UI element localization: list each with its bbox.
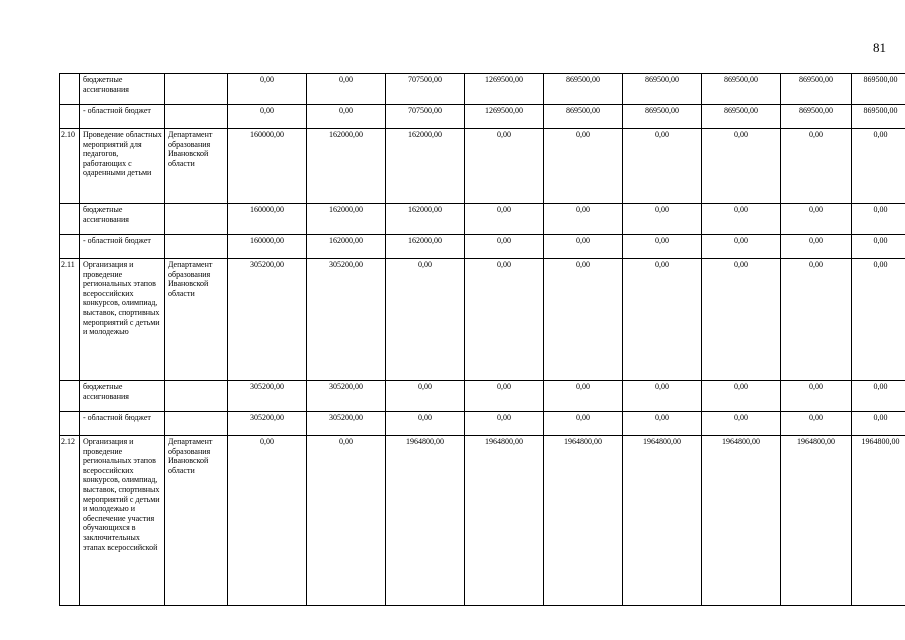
row-index [60, 412, 80, 436]
value-cell: 0,00 [623, 204, 702, 235]
row-index: 2.11 [60, 259, 80, 381]
table-row [60, 381, 905, 412]
value-cell: 0,00 [465, 259, 544, 381]
value-cell: 0,00 [465, 129, 544, 204]
value-cell: 1964800,00 [465, 436, 544, 606]
value-cell: 869500,00 [852, 105, 905, 129]
value-cell: 0,00 [544, 412, 623, 436]
row-index [60, 105, 80, 129]
row-index: 2.12 [60, 436, 80, 606]
row-index [60, 204, 80, 235]
value-cell: 1964800,00 [781, 436, 852, 606]
value-cell: 0,00 [702, 381, 781, 412]
value-cell: 0,00 [702, 412, 781, 436]
row-index [60, 74, 80, 105]
value-cell: 0,00 [781, 381, 852, 412]
value-cell: 0,00 [228, 105, 307, 129]
row-department: Департамент образования Ивановской области [165, 436, 228, 606]
row-name: бюджетные ассигнования [80, 74, 165, 105]
value-cell: 0,00 [852, 381, 905, 412]
value-cell: 0,00 [702, 235, 781, 259]
table-row [60, 74, 905, 105]
value-cell: 160000,00 [228, 204, 307, 235]
value-cell: 0,00 [852, 259, 905, 381]
value-cell: 0,00 [781, 259, 852, 381]
value-cell: 0,00 [702, 259, 781, 381]
value-cell: 0,00 [386, 259, 465, 381]
table-row [60, 129, 905, 204]
row-department [165, 204, 228, 235]
value-cell: 869500,00 [702, 74, 781, 105]
row-name: бюджетные ассигнования [80, 381, 165, 412]
value-cell: 869500,00 [544, 74, 623, 105]
value-cell: 0,00 [852, 129, 905, 204]
value-cell: 0,00 [465, 204, 544, 235]
table-row [60, 235, 905, 259]
row-name: Проведение областных мероприятий для педагогов, работающих с одаренными детьми [80, 129, 165, 204]
value-cell: 305200,00 [228, 259, 307, 381]
row-name: бюджетные ассигнования [80, 204, 165, 235]
value-cell: 305200,00 [307, 412, 386, 436]
value-cell: 305200,00 [307, 381, 386, 412]
value-cell: 0,00 [228, 74, 307, 105]
value-cell: 869500,00 [702, 105, 781, 129]
value-cell: 160000,00 [228, 235, 307, 259]
value-cell: 0,00 [386, 412, 465, 436]
value-cell: 707500,00 [386, 74, 465, 105]
value-cell: 162000,00 [386, 129, 465, 204]
value-cell: 1269500,00 [465, 105, 544, 129]
value-cell: 162000,00 [386, 235, 465, 259]
row-name: - областной бюджет [80, 412, 165, 436]
row-department [165, 381, 228, 412]
value-cell: 1964800,00 [386, 436, 465, 606]
value-cell: 707500,00 [386, 105, 465, 129]
value-cell: 1964800,00 [852, 436, 905, 606]
value-cell: 1964800,00 [623, 436, 702, 606]
value-cell: 869500,00 [544, 105, 623, 129]
row-index [60, 381, 80, 412]
value-cell: 0,00 [544, 381, 623, 412]
value-cell: 0,00 [623, 129, 702, 204]
row-department [165, 105, 228, 129]
value-cell: 0,00 [544, 259, 623, 381]
value-cell: 869500,00 [852, 74, 905, 105]
value-cell: 0,00 [465, 381, 544, 412]
value-cell: 162000,00 [307, 204, 386, 235]
table-row [60, 436, 905, 606]
value-cell: 162000,00 [307, 235, 386, 259]
budget-table [59, 73, 905, 606]
value-cell: 869500,00 [623, 105, 702, 129]
value-cell: 0,00 [623, 259, 702, 381]
row-department [165, 412, 228, 436]
value-cell: 0,00 [623, 412, 702, 436]
table-row [60, 412, 905, 436]
value-cell: 305200,00 [307, 259, 386, 381]
value-cell: 0,00 [781, 412, 852, 436]
value-cell: 869500,00 [623, 74, 702, 105]
value-cell: 0,00 [544, 129, 623, 204]
value-cell: 162000,00 [386, 204, 465, 235]
row-department [165, 235, 228, 259]
row-department: Департамент образования Ивановской области [165, 259, 228, 381]
row-name: Организация и проведение региональных этапов всероссийских конкурсов, олимпиад, выставок, спортивных мероприятий с детьми и молодежью и обеспечение участия обучающихся в заключительных этапах всероссийской [80, 436, 165, 606]
table-row [60, 259, 905, 381]
row-name: Организация и проведение региональных этапов всероссийских конкурсов, олимпиад, выставок, спортивных мероприятий с детьми и молодежью [80, 259, 165, 381]
row-index: 2.10 [60, 129, 80, 204]
value-cell: 0,00 [228, 436, 307, 606]
value-cell: 160000,00 [228, 129, 307, 204]
value-cell: 0,00 [702, 204, 781, 235]
value-cell: 0,00 [544, 235, 623, 259]
row-name: - областной бюджет [80, 235, 165, 259]
value-cell: 0,00 [623, 381, 702, 412]
value-cell: 0,00 [465, 412, 544, 436]
value-cell: 0,00 [852, 412, 905, 436]
row-department [165, 74, 228, 105]
page-number: 81 [873, 40, 886, 55]
value-cell: 0,00 [623, 235, 702, 259]
value-cell: 0,00 [307, 436, 386, 606]
value-cell: 0,00 [852, 235, 905, 259]
value-cell: 0,00 [781, 235, 852, 259]
value-cell: 1269500,00 [465, 74, 544, 105]
value-cell: 0,00 [386, 381, 465, 412]
value-cell: 0,00 [307, 74, 386, 105]
value-cell: 0,00 [702, 129, 781, 204]
value-cell: 0,00 [307, 105, 386, 129]
row-index [60, 235, 80, 259]
value-cell: 0,00 [781, 129, 852, 204]
value-cell: 305200,00 [228, 412, 307, 436]
value-cell: 869500,00 [781, 74, 852, 105]
value-cell: 0,00 [544, 204, 623, 235]
row-name: - областной бюджет [80, 105, 165, 129]
value-cell: 0,00 [781, 204, 852, 235]
row-department: Департамент образования Ивановской области [165, 129, 228, 204]
value-cell: 1964800,00 [544, 436, 623, 606]
value-cell: 1964800,00 [702, 436, 781, 606]
value-cell: 0,00 [852, 204, 905, 235]
table-row [60, 105, 905, 129]
value-cell: 162000,00 [307, 129, 386, 204]
value-cell: 869500,00 [781, 105, 852, 129]
value-cell: 0,00 [465, 235, 544, 259]
table-row [60, 204, 905, 235]
value-cell: 305200,00 [228, 381, 307, 412]
